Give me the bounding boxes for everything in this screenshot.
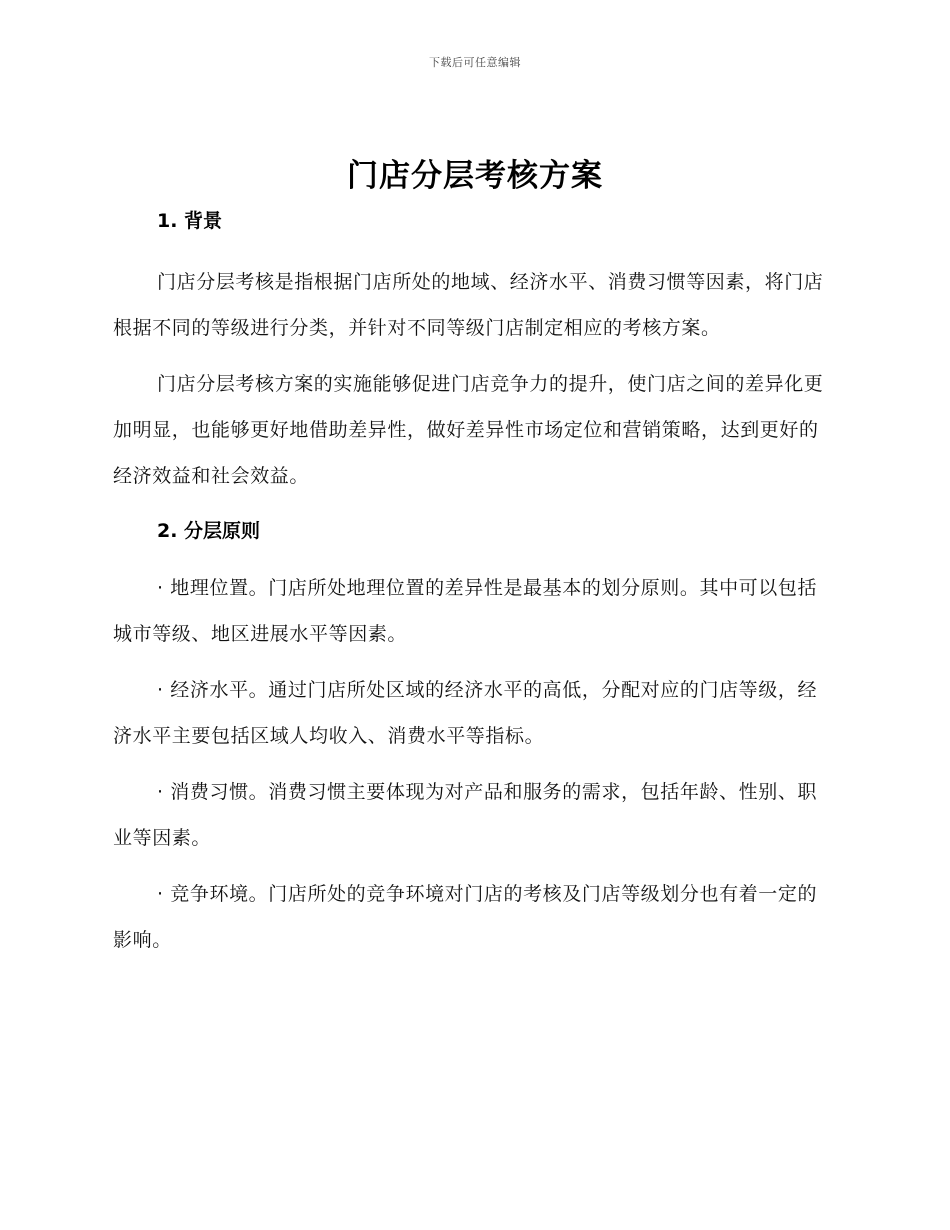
principle-item-competition: · 竞争环境。门店所处的竞争环境对门店的考核及门店等级划分也有着一定的影响。	[113, 883, 818, 951]
background-paragraph-2: 门店分层考核方案的实施能够促进门店竞争力的提升，使门店之间的差异化更加明显，也能够更好地借助差异性，做好差异性市场定位和营销策略，达到更好的经济效益和社会效益。	[113, 373, 824, 487]
header-note: 下载后可任意编辑	[429, 56, 521, 69]
document-body	[113, 203, 833, 963]
section-heading-principles: 2. 分层原则	[157, 520, 261, 542]
background-paragraph-1: 门店分层考核是指根据门店所处的地域、经济水平、消费习惯等因素，将门店根据不同的等级进行分类，并针对不同等级门店制定相应的考核方案。	[113, 271, 824, 339]
principle-item-location: · 地理位置。门店所处地理位置的差异性是最基本的划分原则。其中可以包括城市等级、地区进展水平等因素。	[113, 577, 818, 645]
document-title: 门店分层考核方案	[347, 158, 603, 194]
principle-item-economy: · 经济水平。通过门店所处区域的经济水平的高低，分配对应的门店等级，经济水平主要包括区域人均收入、消费水平等指标。	[113, 679, 818, 747]
principle-item-consumption: · 消费习惯。消费习惯主要体现为对产品和服务的需求，包括年龄、性别、职业等因素。	[113, 781, 818, 849]
section-heading-background: 1. 背景	[157, 210, 223, 232]
